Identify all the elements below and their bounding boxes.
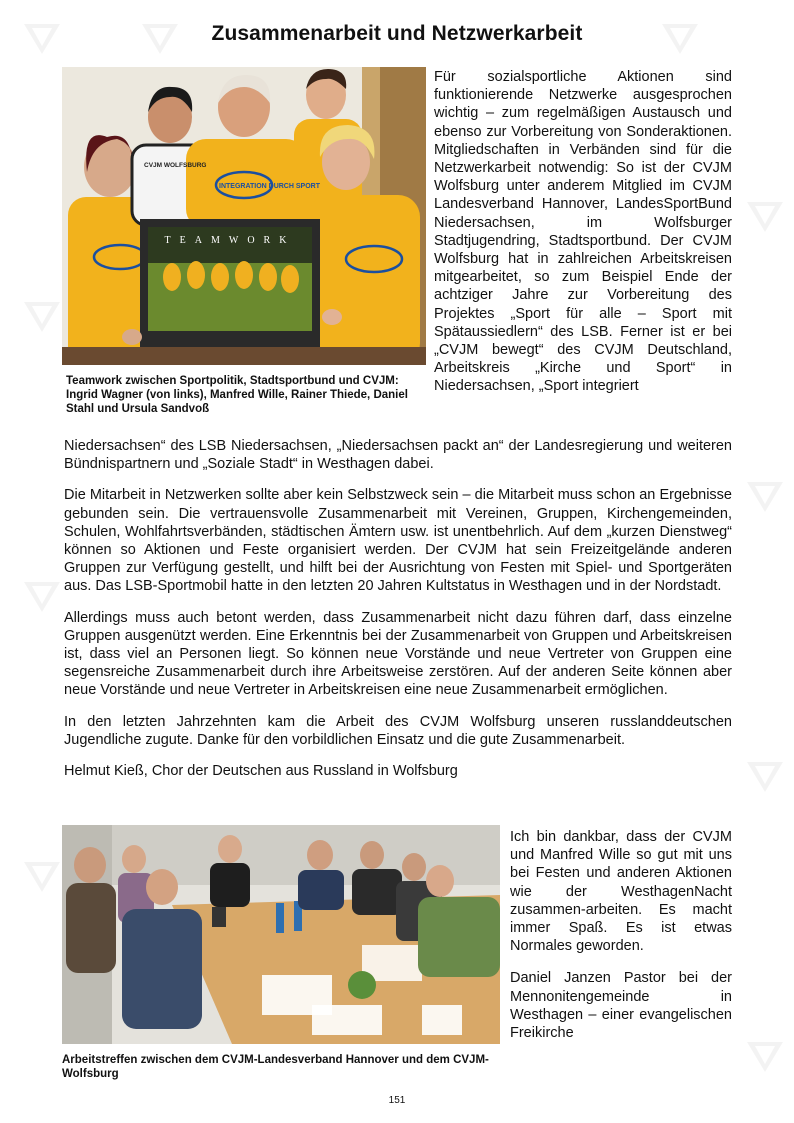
- paragraph-thanks: In den letzten Jahrzehnten kam die Arbeit des CVJM Wolfsburg unseren russlanddeutschen Jugendliche zugute. Danke für den vorbildlichen Einsatz und die gute Zusammenarbeit.: [64, 713, 732, 748]
- page-number: 151: [388, 1095, 406, 1106]
- paragraph-caution: Allerdings muss auch betont werden, dass Zusammenarbeit nicht dazu führen darf, dass einzelne Gruppen ausgenützt werden. Eine Erkenntnis bei der Zusammenarbeit von Gruppen und Arbeitskreisen ist, dass viel an Personen liegt. So können neue Vorstände und neue Vertreter von Gruppen eine segensreiche Zusammenarbeit durch ihre Arbeitsweise zerstören. Auf der anderen Seite können aber neue Vorstände und neue Vertreter in Arbeitskreisen eine neue Zusammenarbeit ermöglichen.: [64, 609, 732, 699]
- watermark-logo-icon: [745, 200, 785, 234]
- shirt-print: INTEGRATION DURCH SPORT: [219, 183, 320, 190]
- watermark-logo-icon: [22, 860, 62, 894]
- watermark-logo-icon: [745, 760, 785, 794]
- watermark-logo-icon: [22, 300, 62, 334]
- intro-continued: Niedersachsen“ des LSB Niedersachsen, „Niedersachsen packt an“ der Landesregierung und weiteren Bündnispartnern und „Soziale Stadt“ in Westhagen dabei.: [64, 438, 732, 473]
- quote-author-2: Daniel Janzen Pastor bei der Mennonitengemeinde in Westhagen – einer evangelischen Freikirche: [510, 970, 732, 1042]
- shirt-logo: CVJM WOLFSBURG: [144, 162, 207, 169]
- watermark-logo-icon: [745, 1040, 785, 1074]
- photo1-caption: Teamwork zwischen Sportpolitik, Stadtsportbund und CVJM: Ingrid Wagner (von links), Manfred Wille, Rainer Thiede, Daniel Stahl und Ursula Sandvoß: [66, 375, 408, 415]
- photo-meeting: [62, 825, 500, 1044]
- poster-word: TEAMWORK: [164, 235, 296, 246]
- watermark-logo-icon: [22, 580, 62, 614]
- paragraph-collaboration: Die Mitarbeit in Netzwerken sollte aber kein Selbstzweck sein – die Mitarbeit muss schon an Ergebnisse gebunden sein. Die vertrauensvolle Zusammenarbeit mit Vereinen, Gruppen, Kirchengemeinden, Schulen, Wohlfahrtsverbänden, städtischen Ämtern usw. ist unentbehrlich. Auf dem „kurzen Dienstweg“ können so Aktionen und Feste organisiert werden. Der CVJM hat sein Freizeitgelände anderen Gruppen zur Verfügung gestellt, und hilft bei der Ausrichtung von Festen mit Spiel- und Sportgeräten aus. Das LSB-Sportmobil hatte in den letzten 20 Jahren Kultstatus in Westhagen und in der Nordstadt.: [64, 487, 732, 595]
- quote-author-1: Helmut Kieß, Chor der Deutschen aus Russland in Wolfsburg: [64, 763, 458, 780]
- photo-teamwork-group: [62, 67, 426, 365]
- quote-2: Ich bin dankbar, dass der CVJM und Manfred Wille so gut mit uns bei Festen und anderen Aktionen wie der WesthagenNacht zusammen-arbeiten. Es macht immer Spaß. Es ist etwas Normales geworden.: [510, 829, 732, 955]
- page-title: Zusammenarbeit und Netzwerkarbeit: [211, 22, 583, 45]
- photo2-caption: Arbeitstreffen zwischen dem CVJM-Landesverband Hannover und dem CVJM-Wolfsburg: [62, 1054, 489, 1080]
- watermark-logo-icon: [745, 480, 785, 514]
- intro-column-text: Für sozialsportliche Aktionen sind funktionierende Netzwerke ausgesprochen wichtig – zum regelmäßigen Austausch und ebenso zur Vorbereitung von Sonderaktionen. Mitgliedschaften in Verbänden sind für die Netzwerkarbeit notwendig: So ist der CVJM Wolfsburg unter anderem Mitglied im CVJM Landesverband Hannover, LandesSportBund Niedersachsen, im Wolfsburger Stadtjugendring, Stadtsportbund. Der CVJM Wolfsburg hat in zahlreichen Arbeitskreisen mitgearbeitet, so zum Beispiel Ende der achtziger Jahre zur Vorbereitung des Projektes „Sport für alle – Sport mit Spätaussiedlern“ des LSB. Ferner ist er bei „CVJM bewegt“ des CVJM Deutschland, Arbeitskreis „Kirche und Sport“ in Niedersachsen, „Sport integriert: [434, 69, 732, 395]
